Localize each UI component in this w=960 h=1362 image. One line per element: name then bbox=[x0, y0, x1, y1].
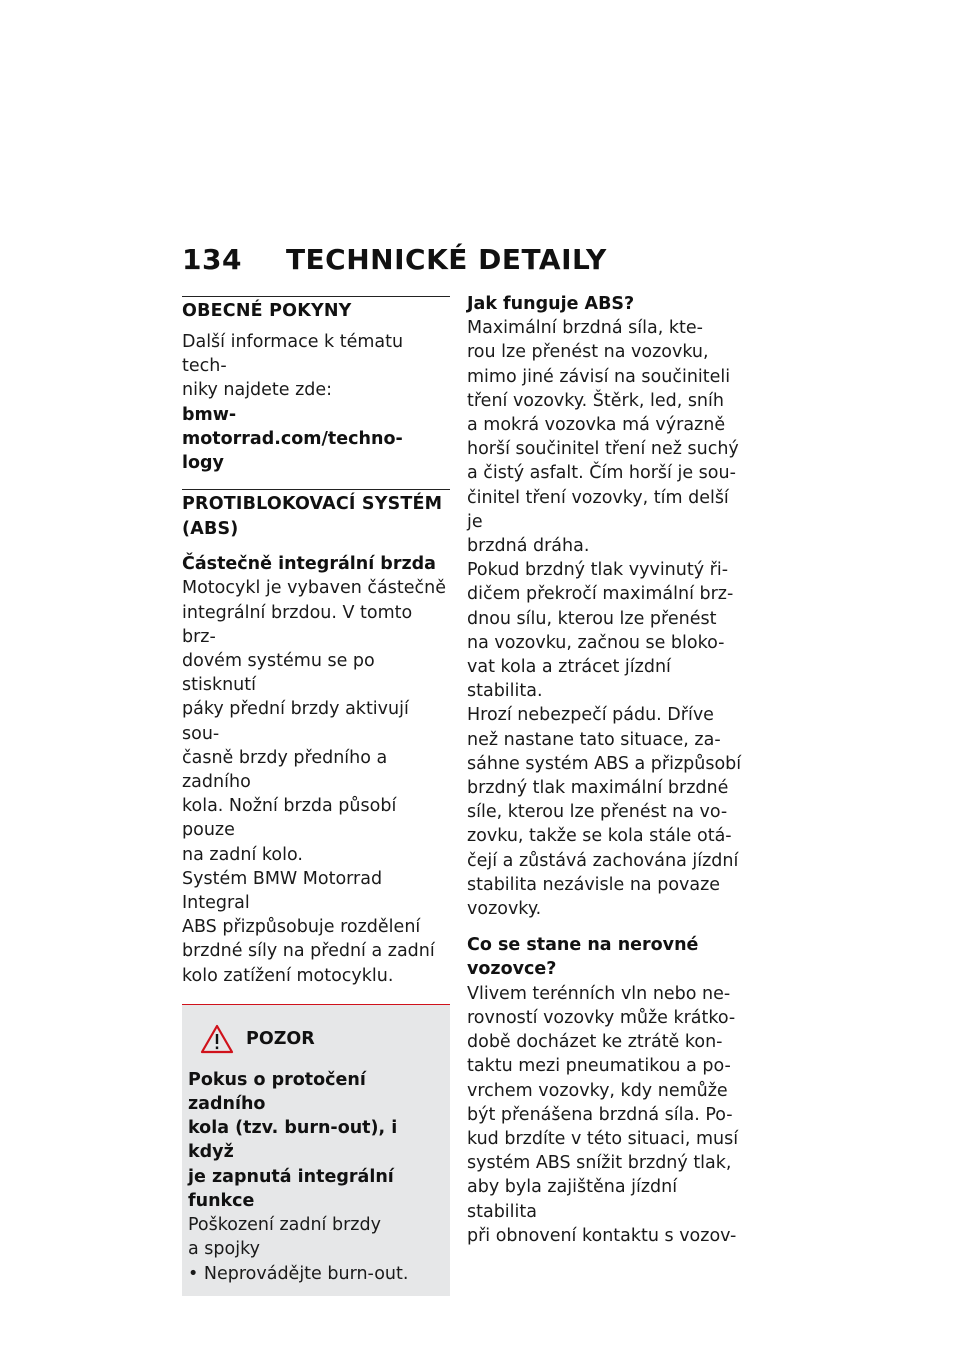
warning-title: POZOR bbox=[246, 1028, 315, 1049]
warning-box bbox=[182, 1004, 450, 1296]
warning-consequence: Poškození zadní brzdy a spojky bbox=[188, 1215, 381, 1260]
page-number: 134 bbox=[182, 243, 242, 276]
section-heading-abs: PROTIBLOKOVACÍ SYSTÉM (ABS) bbox=[182, 494, 443, 540]
chapter-title: TECHNICKÉ DETAILY bbox=[285, 243, 607, 276]
abs-paragraph-2: Pokud brzdný tlak vyvinutý ři- dičem překročí maximální brz- dnou sílu, kterou lze přenést na vozovku, začnou se bloko- vat kola a ztrácet jízdní stabilita. Hrozí nebezpečí pádu. Dříve než nastane tato situace, za- sáhne systém ABS a přizpůsobí brzdný tlak maximální brzdné síle, kterou lze přenést na vo- zovku, takže se kola stále otá- čejí a zůstává zachována jízdní stabilita nezávisle na povaze vozovky. bbox=[467, 560, 742, 920]
subheading-uneven-road: Co se stane na nerovné vozovce? bbox=[467, 935, 699, 980]
abs-paragraph-1: Maximální brzdná síla, kte- rou lze přenést na vozovku, mimo jiné závisí na součiniteli tření vozovky. Štěrk, led, sníh a mokrá vozovka má výrazně horší součinitel tření než suchý a čistý asfalt. Čím horší je sou- činitel tření vozovky, tím delší je brzdná dráha. bbox=[467, 318, 739, 557]
subheading-integral-brake: Částečně integrální brzda bbox=[182, 554, 436, 575]
page-header bbox=[182, 243, 607, 276]
right-column bbox=[467, 292, 747, 1248]
left-column bbox=[182, 296, 450, 1296]
warning-header bbox=[188, 1012, 442, 1068]
website-link[interactable]: bmw-motorrad.com/techno- logy bbox=[182, 404, 403, 474]
uneven-road-paragraph: Vlivem terénních vln nebo ne- rovností vozovky může krátko- době docházet ke ztrátě kon- taktu mezi pneumatikou a po- vrchem vozovky, kdy nemůže být přenášena brzdná síla. Po- kud brzdíte v této situaci, musí systém ABS snížit brzdný tlak, aby byla zajištěna jízdní stabilita při obnovení kontaktu s vozov- bbox=[467, 983, 739, 1246]
integral-brake-paragraph-1: Motocykl je vybaven částečně integrální brzdou. V tomto brz- dovém systému se po stisknutí páky přední brzdy aktivují sou- časně brzdy předního a zadního kola. Nožní brzda působí pouze na zadní kolo. bbox=[182, 578, 446, 865]
warning-bold-text: Pokus o protočení zadního kola (tzv. burn-out), i když je zapnutá integrální funkce bbox=[188, 1069, 398, 1211]
general-text: Další informace k tématu tech- niky najdete zde: bbox=[182, 332, 404, 401]
integral-brake-paragraph-2: Systém BMW Motorrad Integral ABS přizpůsobuje rozdělení brzdné síly na přední a zadní kolo zatížení motocyklu. bbox=[182, 868, 435, 986]
warning-triangle-icon bbox=[200, 1024, 234, 1054]
section-heading-general: OBECNÉ POKYNY bbox=[182, 301, 352, 321]
warning-instruction: • Neprovádějte burn-out. bbox=[188, 1263, 409, 1284]
warning-top-rule bbox=[182, 1004, 450, 1005]
subheading-how-abs-works: Jak funguje ABS? bbox=[467, 294, 635, 314]
